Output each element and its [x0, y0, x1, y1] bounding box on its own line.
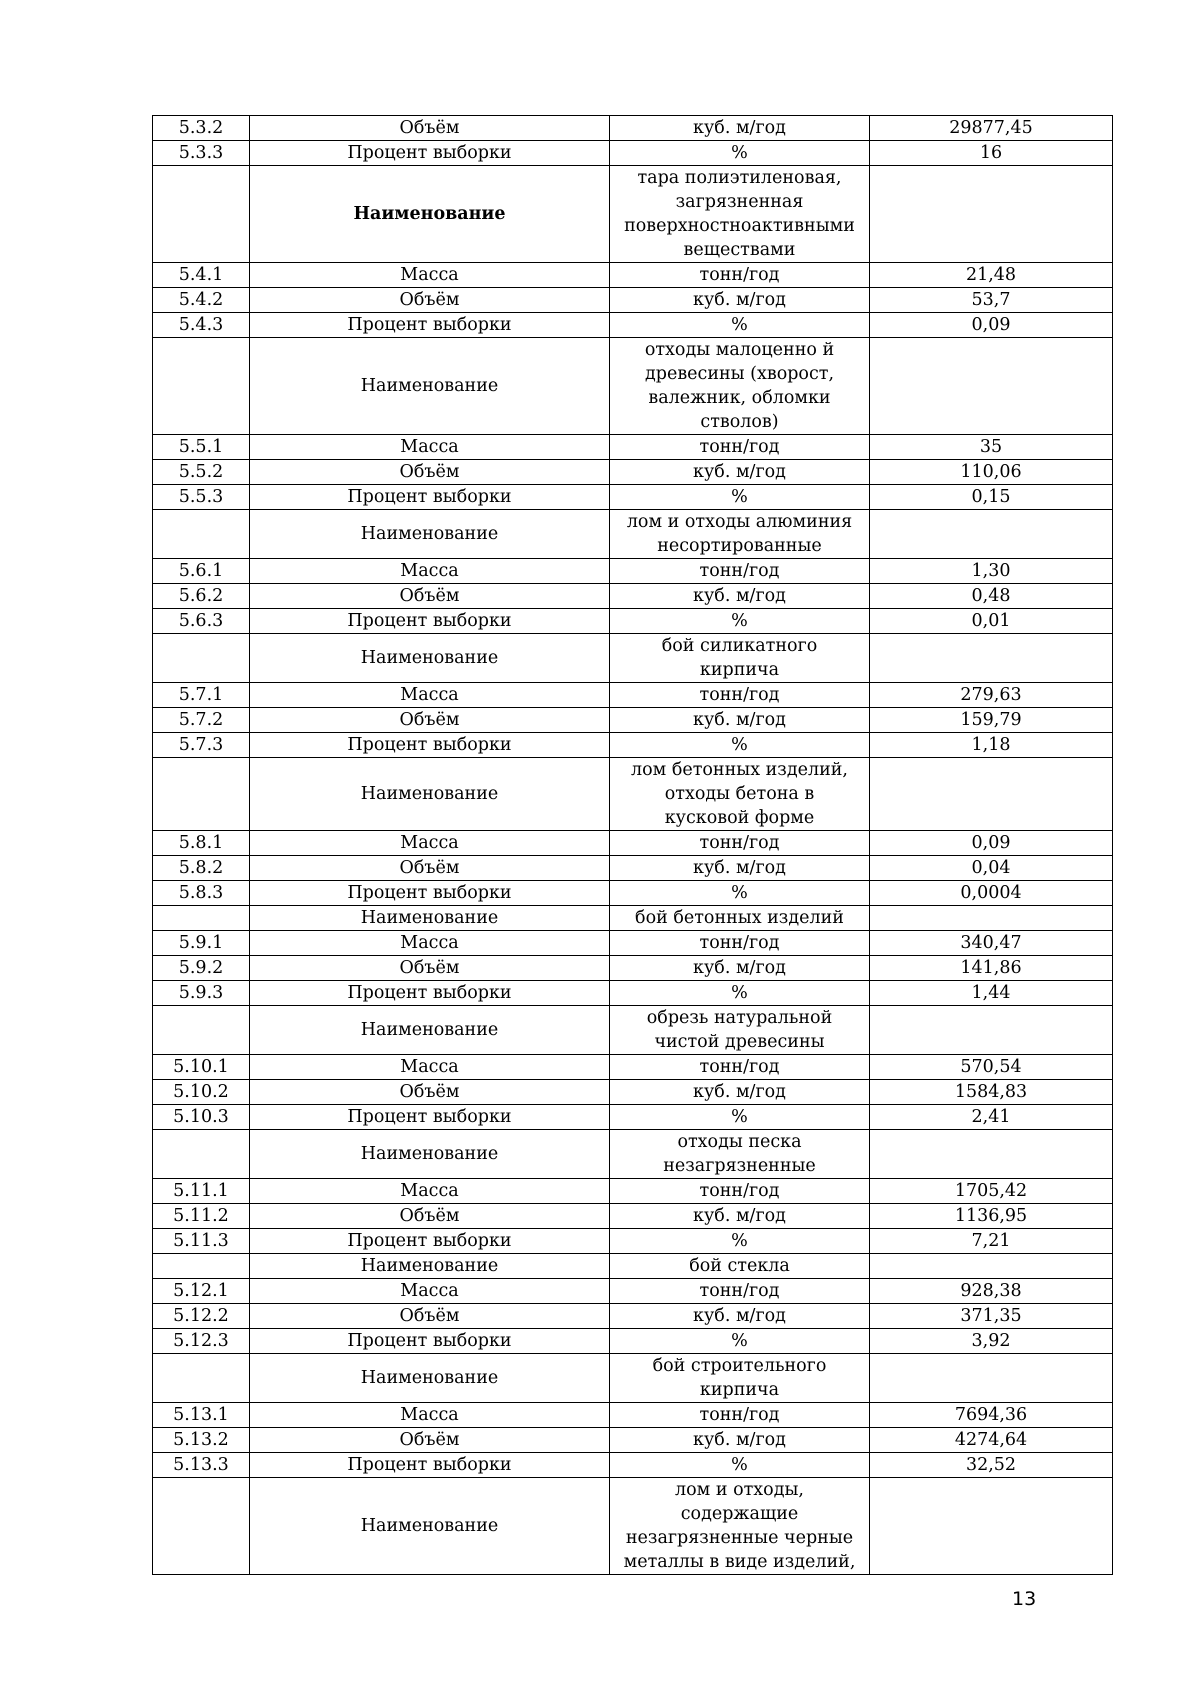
unit-cell: % [610, 1105, 870, 1130]
row-number-cell: 5.11.1 [153, 1179, 250, 1204]
table-row [153, 1229, 1113, 1254]
value-cell [870, 1354, 1113, 1403]
table-row [153, 708, 1113, 733]
value-cell: 32,52 [870, 1453, 1113, 1478]
unit-cell: бой силикатного кирпича [610, 634, 870, 683]
row-number-cell [153, 758, 250, 831]
row-number-cell: 5.7.1 [153, 683, 250, 708]
unit-cell: лом и отходы алюминия несортированные [610, 510, 870, 559]
table-row [153, 1478, 1113, 1575]
table-row [153, 1179, 1113, 1204]
row-number-cell [153, 338, 250, 435]
table-row [153, 906, 1113, 931]
row-number-cell [153, 510, 250, 559]
row-number-cell: 5.12.2 [153, 1304, 250, 1329]
row-number-cell: 5.4.2 [153, 288, 250, 313]
value-cell: 570,54 [870, 1055, 1113, 1080]
unit-cell: куб. м/год [610, 460, 870, 485]
unit-cell: % [610, 1229, 870, 1254]
row-number-cell: 5.4.3 [153, 313, 250, 338]
parameter-cell: Процент выборки [250, 141, 610, 166]
unit-cell: % [610, 141, 870, 166]
table-row [153, 1130, 1113, 1179]
parameter-cell: Масса [250, 559, 610, 584]
row-number-cell: 5.12.1 [153, 1279, 250, 1304]
parameter-cell: Масса [250, 683, 610, 708]
parameter-cell: Объём [250, 708, 610, 733]
unit-cell: бой бетонных изделий [610, 906, 870, 931]
parameter-cell: Масса [250, 1179, 610, 1204]
unit-cell: лом бетонных изделий, отходы бетона в кусковой форме [610, 758, 870, 831]
row-number-cell: 5.5.3 [153, 485, 250, 510]
parameter-cell: Объём [250, 1080, 610, 1105]
unit-cell: отходы малоценно й древесины (хворост, валежник, обломки стволов) [610, 338, 870, 435]
unit-cell: куб. м/год [610, 584, 870, 609]
parameter-cell: Объём [250, 956, 610, 981]
table-row [153, 460, 1113, 485]
value-cell: 1,30 [870, 559, 1113, 584]
row-number-cell: 5.11.3 [153, 1229, 250, 1254]
value-cell [870, 338, 1113, 435]
row-number-cell: 5.9.1 [153, 931, 250, 956]
table-row [153, 141, 1113, 166]
value-cell: 1705,42 [870, 1179, 1113, 1204]
value-cell: 110,06 [870, 460, 1113, 485]
table-row [153, 758, 1113, 831]
table-row [153, 1080, 1113, 1105]
parameter-cell: Масса [250, 931, 610, 956]
unit-cell: тара полиэтиленовая, загрязненная поверхностноактивными веществами [610, 166, 870, 263]
value-cell: 279,63 [870, 683, 1113, 708]
row-number-cell: 5.9.3 [153, 981, 250, 1006]
parameter-cell: Процент выборки [250, 733, 610, 758]
row-number-cell: 5.7.3 [153, 733, 250, 758]
table-row [153, 956, 1113, 981]
row-number-cell [153, 166, 250, 263]
unit-cell: обрезь натуральной чистой древесины [610, 1006, 870, 1055]
value-cell: 1136,95 [870, 1204, 1113, 1229]
value-cell [870, 634, 1113, 683]
row-number-cell: 5.3.3 [153, 141, 250, 166]
value-cell: 0,01 [870, 609, 1113, 634]
value-cell [870, 510, 1113, 559]
parameter-cell: Наименование [250, 1130, 610, 1179]
row-number-cell: 5.12.3 [153, 1329, 250, 1354]
unit-cell: отходы песка незагрязненные [610, 1130, 870, 1179]
parameter-cell: Процент выборки [250, 1229, 610, 1254]
row-number-cell: 5.8.3 [153, 881, 250, 906]
parameter-cell: Объём [250, 116, 610, 141]
table-row [153, 1329, 1113, 1354]
parameter-cell: Наименование [250, 634, 610, 683]
value-cell: 2,41 [870, 1105, 1113, 1130]
value-cell: 1584,83 [870, 1080, 1113, 1105]
parameter-cell: Процент выборки [250, 881, 610, 906]
parameter-cell: Масса [250, 1403, 610, 1428]
value-cell: 16 [870, 141, 1113, 166]
unit-cell: куб. м/год [610, 856, 870, 881]
table-row [153, 609, 1113, 634]
row-number-cell [153, 906, 250, 931]
unit-cell: тонн/год [610, 435, 870, 460]
value-cell: 53,7 [870, 288, 1113, 313]
table-row [153, 510, 1113, 559]
value-cell: 3,92 [870, 1329, 1113, 1354]
value-cell: 0,04 [870, 856, 1113, 881]
parameter-cell: Процент выборки [250, 609, 610, 634]
row-number-cell: 5.10.3 [153, 1105, 250, 1130]
parameter-cell: Объём [250, 1204, 610, 1229]
unit-cell: куб. м/год [610, 1428, 870, 1453]
unit-cell: куб. м/год [610, 288, 870, 313]
value-cell: 4274,64 [870, 1428, 1113, 1453]
unit-cell: % [610, 733, 870, 758]
row-number-cell [153, 1354, 250, 1403]
row-number-cell: 5.11.2 [153, 1204, 250, 1229]
unit-cell: тонн/год [610, 831, 870, 856]
unit-cell: % [610, 981, 870, 1006]
parameter-cell: Объём [250, 1304, 610, 1329]
unit-cell: тонн/год [610, 559, 870, 584]
unit-cell: куб. м/год [610, 1304, 870, 1329]
table-row [153, 1006, 1113, 1055]
parameter-cell: Объём [250, 288, 610, 313]
table-row [153, 1254, 1113, 1279]
table-row [153, 931, 1113, 956]
unit-cell: тонн/год [610, 263, 870, 288]
table-row [153, 1428, 1113, 1453]
unit-cell: % [610, 485, 870, 510]
table-row [153, 683, 1113, 708]
parameter-cell: Наименование [250, 1254, 610, 1279]
row-number-cell: 5.13.2 [153, 1428, 250, 1453]
table-body [153, 116, 1113, 1575]
parameter-cell: Наименование [250, 906, 610, 931]
table-row [153, 485, 1113, 510]
parameter-cell: Процент выборки [250, 485, 610, 510]
row-number-cell [153, 1254, 250, 1279]
value-cell: 141,86 [870, 956, 1113, 981]
unit-cell: куб. м/год [610, 116, 870, 141]
parameter-cell: Объём [250, 856, 610, 881]
unit-cell: куб. м/год [610, 708, 870, 733]
table-row [153, 1105, 1113, 1130]
value-cell: 1,18 [870, 733, 1113, 758]
table-row [153, 881, 1113, 906]
parameter-cell: Объём [250, 584, 610, 609]
row-number-cell [153, 1130, 250, 1179]
table-row [153, 166, 1113, 263]
value-cell: 0,09 [870, 313, 1113, 338]
value-cell [870, 1006, 1113, 1055]
value-cell: 0,09 [870, 831, 1113, 856]
unit-cell: % [610, 1329, 870, 1354]
row-number-cell [153, 1478, 250, 1575]
table-row [153, 634, 1113, 683]
row-number-cell: 5.5.1 [153, 435, 250, 460]
row-number-cell: 5.13.1 [153, 1403, 250, 1428]
row-number-cell: 5.9.2 [153, 956, 250, 981]
unit-cell: тонн/год [610, 1403, 870, 1428]
value-cell: 159,79 [870, 708, 1113, 733]
value-cell [870, 1130, 1113, 1179]
value-cell: 7694,36 [870, 1403, 1113, 1428]
table-row [153, 584, 1113, 609]
row-number-cell [153, 1006, 250, 1055]
row-number-cell: 5.3.2 [153, 116, 250, 141]
unit-cell: тонн/год [610, 1055, 870, 1080]
unit-cell: % [610, 609, 870, 634]
unit-cell: куб. м/год [610, 956, 870, 981]
table-row [153, 559, 1113, 584]
parameter-cell: Наименование [250, 1006, 610, 1055]
row-number-cell: 5.8.1 [153, 831, 250, 856]
value-cell [870, 758, 1113, 831]
value-cell: 0,0004 [870, 881, 1113, 906]
parameter-cell: Процент выборки [250, 981, 610, 1006]
table-row [153, 1403, 1113, 1428]
unit-cell: куб. м/год [610, 1204, 870, 1229]
value-cell: 7,21 [870, 1229, 1113, 1254]
value-cell [870, 906, 1113, 931]
row-number-cell: 5.13.3 [153, 1453, 250, 1478]
value-cell: 21,48 [870, 263, 1113, 288]
table-row [153, 831, 1113, 856]
table-row [153, 1204, 1113, 1229]
table-row [153, 313, 1113, 338]
table-row [153, 1304, 1113, 1329]
row-number-cell [153, 634, 250, 683]
row-number-cell: 5.10.1 [153, 1055, 250, 1080]
value-cell: 928,38 [870, 1279, 1113, 1304]
parameter-cell: Процент выборки [250, 1105, 610, 1130]
table-row [153, 263, 1113, 288]
row-number-cell: 5.8.2 [153, 856, 250, 881]
parameter-cell: Процент выборки [250, 1453, 610, 1478]
waste-data-table [152, 115, 1113, 1575]
parameter-cell: Наименование [250, 338, 610, 435]
parameter-cell: Масса [250, 1279, 610, 1304]
unit-cell: тонн/год [610, 683, 870, 708]
value-cell [870, 166, 1113, 263]
table-row [153, 116, 1113, 141]
row-number-cell: 5.6.3 [153, 609, 250, 634]
unit-cell: % [610, 881, 870, 906]
value-cell: 29877,45 [870, 116, 1113, 141]
unit-cell: куб. м/год [610, 1080, 870, 1105]
page-number: 13 [1012, 1588, 1037, 1610]
parameter-cell: Масса [250, 831, 610, 856]
row-number-cell: 5.10.2 [153, 1080, 250, 1105]
table-row [153, 338, 1113, 435]
parameter-cell: Наименование [250, 510, 610, 559]
value-cell: 0,15 [870, 485, 1113, 510]
parameter-cell: Объём [250, 1428, 610, 1453]
row-number-cell: 5.4.1 [153, 263, 250, 288]
unit-cell: тонн/год [610, 1279, 870, 1304]
parameter-cell: Объём [250, 460, 610, 485]
unit-cell: тонн/год [610, 931, 870, 956]
unit-cell: бой стекла [610, 1254, 870, 1279]
table-row [153, 435, 1113, 460]
unit-cell: % [610, 313, 870, 338]
table-row [153, 733, 1113, 758]
value-cell: 0,48 [870, 584, 1113, 609]
table-row [153, 1354, 1113, 1403]
parameter-cell: Наименование [250, 1478, 610, 1575]
unit-cell: тонн/год [610, 1179, 870, 1204]
value-cell: 371,35 [870, 1304, 1113, 1329]
table-row [153, 1279, 1113, 1304]
parameter-cell: Наименование [250, 758, 610, 831]
row-number-cell: 5.5.2 [153, 460, 250, 485]
row-number-cell: 5.6.1 [153, 559, 250, 584]
parameter-cell: Процент выборки [250, 1329, 610, 1354]
value-cell: 340,47 [870, 931, 1113, 956]
unit-cell: % [610, 1453, 870, 1478]
unit-cell: бой строительного кирпича [610, 1354, 870, 1403]
row-number-cell: 5.7.2 [153, 708, 250, 733]
value-cell [870, 1478, 1113, 1575]
parameter-cell: Масса [250, 263, 610, 288]
parameter-cell: Масса [250, 435, 610, 460]
table-row [153, 856, 1113, 881]
table-row [153, 1055, 1113, 1080]
parameter-cell: Наименование [250, 1354, 610, 1403]
parameter-cell: Наименование [250, 166, 610, 263]
table-row [153, 981, 1113, 1006]
parameter-cell: Масса [250, 1055, 610, 1080]
table-row [153, 288, 1113, 313]
value-cell: 1,44 [870, 981, 1113, 1006]
value-cell: 35 [870, 435, 1113, 460]
value-cell [870, 1254, 1113, 1279]
row-number-cell: 5.6.2 [153, 584, 250, 609]
parameter-cell: Процент выборки [250, 313, 610, 338]
table-row [153, 1453, 1113, 1478]
unit-cell: лом и отходы, содержащие незагрязненные черные металлы в виде изделий, [610, 1478, 870, 1575]
